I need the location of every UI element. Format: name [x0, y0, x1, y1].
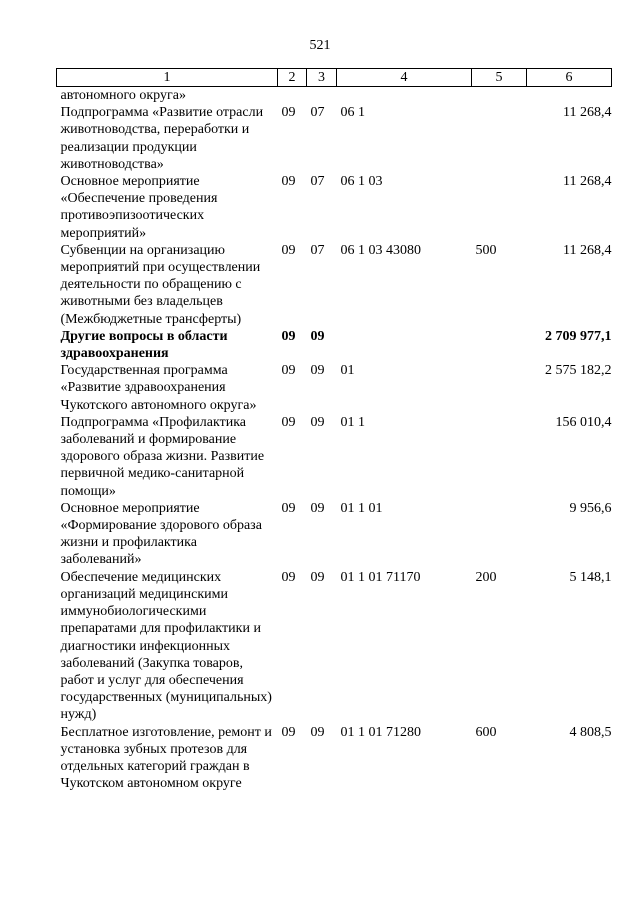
header-col-6: 6: [527, 69, 612, 87]
row-target-article: 01 1 01 71170: [340, 569, 421, 585]
header-col-1: 1: [57, 69, 278, 87]
row-section-code: 09: [281, 500, 296, 516]
row-target-article: 01 1 01: [340, 500, 383, 516]
table-row: [57, 569, 612, 724]
table-row: [57, 173, 612, 242]
row-subsection-code: 07: [310, 105, 325, 121]
row-expense-type: 600: [475, 724, 497, 740]
row-section-code: 09: [281, 363, 296, 379]
row-expense-type: [472, 414, 527, 500]
row-name: Государственная программа «Развитие здравоохранения Чукотского автономного округа»: [60, 363, 257, 413]
row-expense-type: [472, 104, 527, 173]
row-amount: 2 575 182,2: [545, 363, 612, 379]
row-name: Подпрограмма «Развитие отрасли животноводства, переработки и реализации продукции животноводства»: [60, 105, 264, 172]
row-amount: 2 709 977,1: [545, 328, 612, 344]
header-col-3: 3: [307, 69, 337, 87]
row-target-article: 06 1 03: [340, 174, 383, 190]
row-target-article: 01: [340, 363, 355, 379]
row-name: Субвенции на организацию мероприятий при осуществлении деятельности по обращению с животными без владельцев (Межбюджетные трансферты): [60, 242, 261, 327]
row-target-article: [337, 87, 472, 105]
row-subsection-code: [307, 87, 337, 105]
row-name: автономного округа»: [60, 88, 186, 103]
budget-table: [56, 68, 612, 792]
table-row: [57, 87, 612, 105]
table-row: [57, 242, 612, 328]
row-section-code: 09: [281, 174, 296, 190]
row-name: Подпрограмма «Профилактика заболеваний и формирование здорового образа жизни. Развитие первичной медико-санитарной помощи»: [60, 414, 265, 499]
row-expense-type: [472, 500, 527, 569]
row-amount: 11 268,4: [563, 174, 612, 190]
row-expense-type: [472, 87, 527, 105]
table-body: [57, 87, 612, 793]
row-expense-type: [472, 173, 527, 242]
row-amount: 156 010,4: [555, 414, 612, 430]
row-section-code: 09: [281, 328, 296, 344]
row-name: Основное мероприятие «Обеспечение проведения противоэпизоотических мероприятий»: [60, 174, 218, 241]
table-row: [57, 724, 612, 793]
row-target-article: 01 1 01 71280: [340, 724, 421, 740]
row-amount: 4 808,5: [569, 724, 612, 740]
table-header-row: [57, 69, 612, 87]
table-row: [57, 328, 612, 362]
row-section-code: 09: [281, 569, 296, 585]
row-expense-type: 500: [475, 242, 497, 258]
row-name: Обеспечение медицинских организаций медицинскими иммунобиологическими препаратами для профилактики и диагностики инфекционных заболеваний (Закупка товаров, работ и услуг для обеспечения государственных (муниципальных) нужд): [60, 569, 272, 723]
header-col-2: 2: [278, 69, 307, 87]
row-subsection-code: 09: [310, 414, 325, 430]
row-section-code: 09: [281, 105, 296, 121]
row-name: Другие вопросы в области здравоохранения: [60, 328, 228, 362]
header-col-5: 5: [472, 69, 527, 87]
table-row: [57, 500, 612, 569]
row-subsection-code: 09: [310, 569, 325, 585]
row-amount: 11 268,4: [563, 242, 612, 258]
row-subsection-code: 07: [310, 242, 325, 258]
page-number: 521: [309, 38, 331, 53]
row-subsection-code: 09: [310, 363, 325, 379]
row-amount: 9 956,6: [569, 500, 612, 516]
row-name: Основное мероприятие «Формирование здорового образа жизни и профилактика заболеваний»: [60, 500, 262, 568]
row-subsection-code: 07: [310, 174, 325, 190]
row-amount: [527, 87, 612, 105]
row-name: Бесплатное изготовление, ремонт и установка зубных протезов для отдельных категорий граждан в Чукотском автономном округе: [60, 724, 272, 792]
row-section-code: [278, 87, 307, 105]
table-row: [57, 362, 612, 414]
row-amount: 5 148,1: [569, 569, 612, 585]
row-target-article: 06 1: [340, 105, 365, 121]
header-col-4: 4: [337, 69, 472, 87]
row-target-article: [337, 328, 472, 362]
row-section-code: 09: [281, 724, 296, 740]
row-section-code: 09: [281, 414, 296, 430]
row-expense-type: [472, 362, 527, 414]
table-row: [57, 104, 612, 173]
row-subsection-code: 09: [310, 500, 325, 516]
row-expense-type: 200: [475, 569, 497, 585]
row-target-article: 01 1: [340, 414, 365, 430]
row-subsection-code: 09: [310, 724, 325, 740]
row-subsection-code: 09: [310, 328, 325, 344]
row-target-article: 06 1 03 43080: [340, 242, 421, 258]
table-row: [57, 414, 612, 500]
row-section-code: 09: [281, 242, 296, 258]
row-expense-type: [472, 328, 527, 362]
row-amount: 11 268,4: [563, 105, 612, 121]
